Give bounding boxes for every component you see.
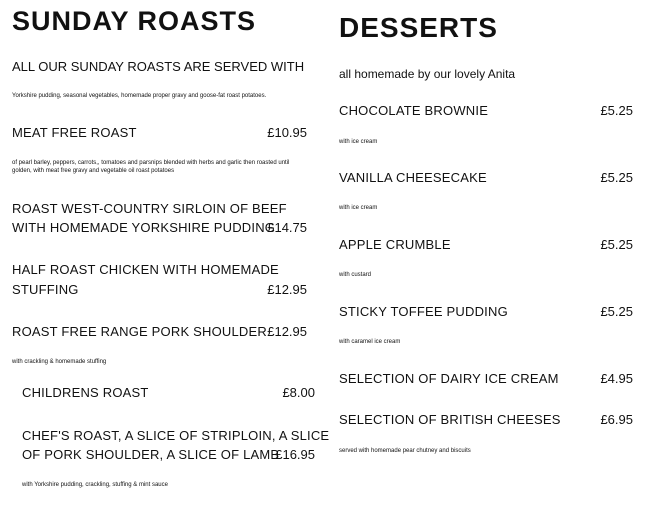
dessert-item-price: £4.95 bbox=[600, 371, 633, 386]
roast-item-name: STUFFING bbox=[12, 282, 79, 297]
dessert-item-description: with caramel ice cream bbox=[339, 339, 401, 345]
dessert-item-price: £6.95 bbox=[600, 412, 633, 427]
dessert-item-description: with ice cream bbox=[339, 205, 378, 211]
dessert-item-description: with ice cream bbox=[339, 139, 378, 145]
dessert-item-price: £5.25 bbox=[600, 304, 633, 319]
dessert-item-name: SELECTION OF BRITISH CHEESES bbox=[339, 412, 561, 427]
roast-item-price: £12.95 bbox=[267, 282, 307, 297]
roasts-intro: ALL OUR SUNDAY ROASTS ARE SERVED WITH bbox=[12, 59, 305, 74]
dessert-item-name: STICKY TOFFEE PUDDING bbox=[339, 304, 508, 319]
desserts-intro: all homemade by our lovely Anita bbox=[339, 67, 516, 81]
roast-item-description: of pearl barley, peppers, carrots,, tomatoes and parsnips blended with herbs and garlic then roasted until golden, with meat free gravy and vegetable oil roast potatoes bbox=[12, 160, 290, 174]
dessert-item-name: VANILLA CHEESECAKE bbox=[339, 170, 487, 185]
dessert-item-price: £5.25 bbox=[600, 237, 633, 252]
roast-item-description: with crackling & homemade stuffing bbox=[12, 359, 107, 365]
roast-item-name: ROAST WEST-COUNTRY SIRLOIN OF BEEF bbox=[12, 201, 287, 216]
roast-item-name: HALF ROAST CHICKEN WITH HOMEMADE bbox=[12, 262, 279, 277]
roast-item-name: ROAST FREE RANGE PORK SHOULDER bbox=[12, 324, 267, 339]
roast-item-price: £14.75 bbox=[267, 220, 307, 235]
roast-item-price: £12.95 bbox=[267, 324, 307, 339]
roasts-intro-detail: Yorkshire pudding, seasonal vegetables, homemade proper gravy and goose-fat roast potatoes. bbox=[12, 93, 267, 99]
dessert-item-name: SELECTION OF DAIRY ICE CREAM bbox=[339, 371, 559, 386]
dessert-item-price: £5.25 bbox=[600, 170, 633, 185]
dessert-item-name: CHOCOLATE BROWNIE bbox=[339, 103, 489, 118]
dessert-item-name: APPLE CRUMBLE bbox=[339, 237, 451, 252]
dessert-item-price: £5.25 bbox=[600, 103, 633, 118]
roast-item-name: OF PORK SHOULDER, A SLICE OF LAMB bbox=[22, 447, 280, 462]
roast-item-price: £8.00 bbox=[282, 385, 315, 400]
roasts-heading: SUNDAY ROASTS bbox=[12, 6, 257, 36]
roast-item-price: £10.95 bbox=[267, 125, 307, 140]
roast-item-name: CHEF'S ROAST, A SLICE OF STRIPLOIN, A SLICE bbox=[22, 428, 330, 443]
desserts-heading: DESSERTS bbox=[339, 12, 498, 43]
roast-item-description: with Yorkshire pudding, crackling, stuffing & mint sauce bbox=[22, 482, 168, 488]
roast-item-name: WITH HOMEMADE YORKSHIRE PUDDING bbox=[12, 220, 276, 235]
roast-item-name: MEAT FREE ROAST bbox=[12, 125, 137, 140]
roast-item-name: CHILDRENS ROAST bbox=[22, 385, 149, 400]
dessert-item-description: served with homemade pear chutney and biscuits bbox=[339, 448, 471, 454]
roast-item-price: £16.95 bbox=[275, 447, 315, 462]
dessert-item-description: with custard bbox=[339, 272, 372, 278]
